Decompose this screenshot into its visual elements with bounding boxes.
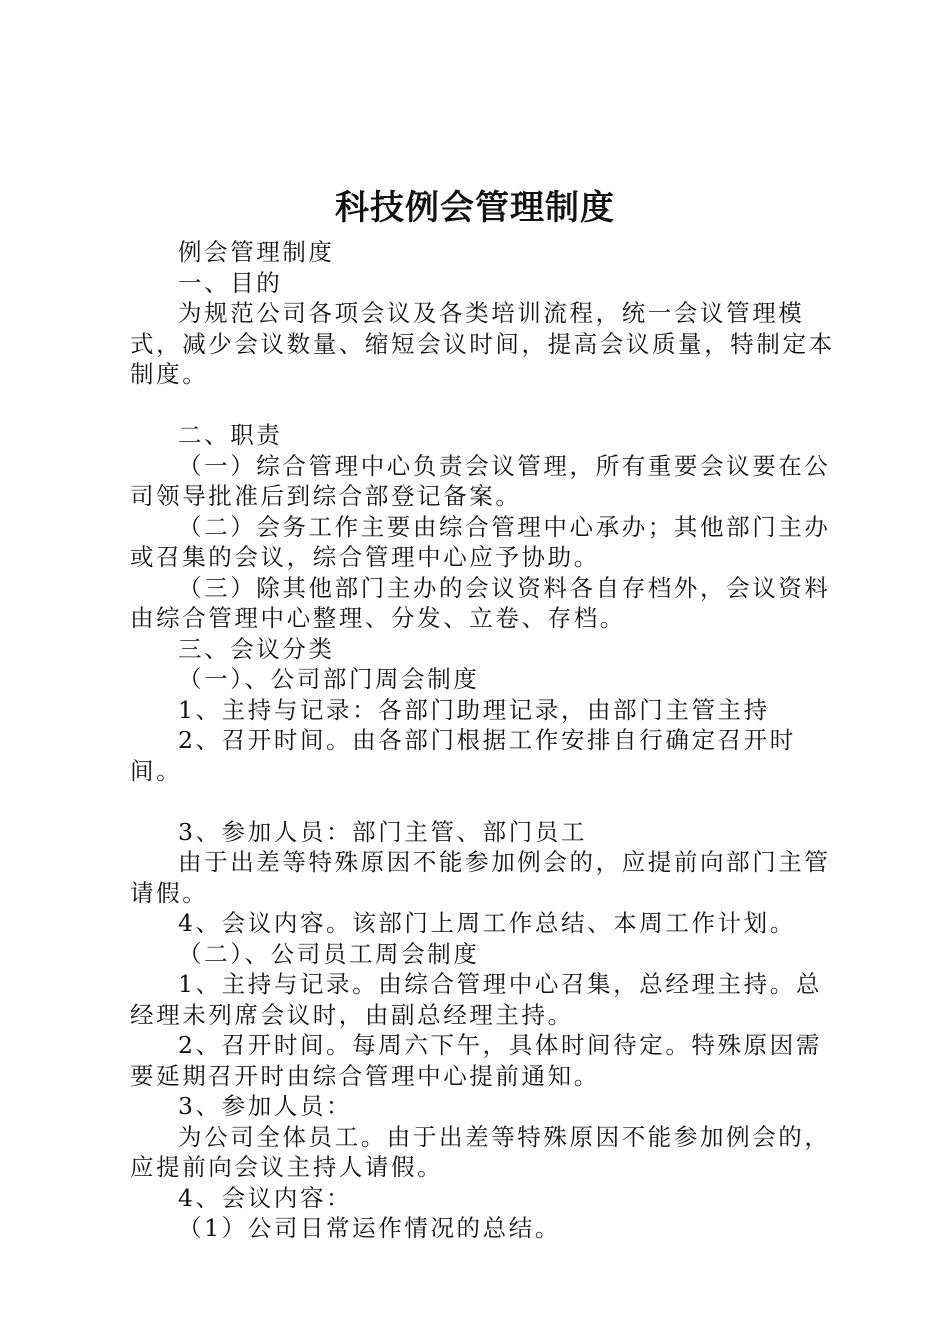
document-title: 科技例会管理制度 <box>335 188 615 228</box>
paragraph-duty-2: （二）会务工作主要由综合管理中心承办；其他部门主办或召集的会议，综合管理中心应予协助。 <box>130 512 831 571</box>
paragraph-duty-3: （三）除其他部门主办的会议资料各自存档外，会议资料由综合管理中心整理、分发、立卷、存档。 <box>130 573 831 632</box>
paragraph-staff-content: 4、会议内容： <box>178 1183 353 1212</box>
paragraph-staff-attendees: 3、参加人员： <box>178 1092 353 1120</box>
paragraph-dept-leave: 由于出差等特殊原因不能参加例会的，应提前向部门主管请假。 <box>130 848 831 907</box>
paragraph-dept-host: 1、主持与记录：各部门助理记录，由部门主管主持 <box>178 695 770 724</box>
paragraph-duty-1: （一）综合管理中心负责会议管理，所有重要会议要在公司领导批准后到综合部登记备案。 <box>130 451 831 510</box>
paragraph-staff-time: 2、召开时间。每周六下午，具体时间待定。特殊原因需要延期召开时由综合管理中心提前通知。 <box>130 1031 822 1090</box>
subsection-heading-department-weekly: （一）、公司部门周会制度 <box>178 665 480 693</box>
paragraph-dept-attendees: 3、参加人员：部门主管、部门员工 <box>178 817 588 846</box>
paragraph-dept-content: 4、会议内容。该部门上周工作总结、本周工作计划。 <box>178 909 796 937</box>
blank-line <box>130 390 840 421</box>
section-heading-classification: 三、会议分类 <box>178 634 335 663</box>
paragraph-staff-leave: 为公司全体员工。由于出差等特殊原因不能参加例会的，应提前向会议主持人请假。 <box>130 1122 831 1181</box>
subsection-heading-staff-weekly: （二）、公司员工周会制度 <box>178 939 480 968</box>
paragraph-dept-time: 2、召开时间。由各部门根据工作安排自行确定召开时间。 <box>130 726 796 785</box>
section-heading-purpose: 一、目的 <box>178 268 283 297</box>
section-heading-duties: 二、职责 <box>178 421 283 449</box>
blank-line <box>130 786 840 817</box>
document-body <box>130 237 840 1244</box>
paragraph-staff-content-1: （1）公司日常运作情况的总结。 <box>178 1214 561 1242</box>
paragraph-subtitle: 例会管理制度 <box>178 238 335 266</box>
paragraph-purpose: 为规范公司各项会议及各类培训流程，统一会议管理模式，减少会议数量、缩短会议时间，提高会议质量，特制定本制度。 <box>130 299 835 388</box>
paragraph-staff-host: 1、主持与记录。由综合管理中心召集，总经理主持。总经理未列席会议时，由副总经理主持。 <box>130 970 822 1029</box>
